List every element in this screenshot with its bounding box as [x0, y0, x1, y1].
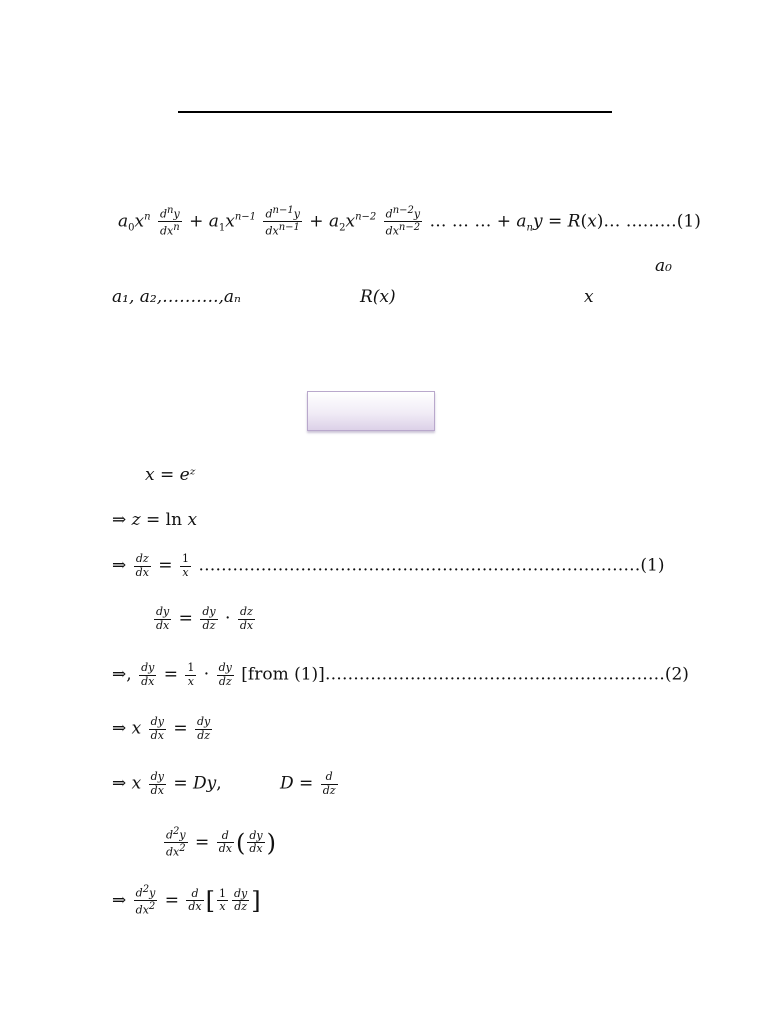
symbol-a0	[655, 256, 672, 276]
D-label: D =	[280, 773, 314, 794]
step-from1: ⇒, $\frac{dy}{dx}$ = $\frac{1}{x}$ · $\frac{dy}{dz}$ [from (1)]……………………………………………………(2)	[112, 661, 689, 688]
step-substitution: x = eᶻ	[145, 465, 196, 485]
equation-label: ………(1)	[625, 211, 701, 232]
dots-2: ……………………………………………………(2)	[324, 664, 689, 685]
header-rule	[178, 111, 612, 113]
from-note: [from (1)]	[241, 664, 325, 685]
section-heading-box	[307, 391, 435, 431]
symbol-a0-text: a₀	[655, 256, 672, 276]
step-x-dydx: ⇒ x $\frac{dy}{dx}$ = $\frac{dy}{dz}$	[112, 715, 211, 742]
dots-1: ……………………………………………………………………(1)	[198, 555, 665, 576]
step-chain-rule: $\frac{dy}{dx}$ = $\frac{dy}{dz}$ · $\frac{dz}{dx}$	[156, 605, 254, 632]
main-equation: $a_0x^n$ $\frac{d^ny}{dx^n}$ + $a_1x^{n-1}$ $\frac{d^{n-1}y}{dx^{n-1}}$ + $a_2x^{n-2}$ $\frac{d^{n-2}y}{dx^{n-2}}$ … … … + $a_ny$ = R(x)… ………(1)	[118, 205, 701, 238]
step-Dy: ⇒ x $\frac{dy}{dx}$ = Dy,	[112, 770, 222, 797]
symbol-x: x	[584, 287, 594, 307]
step-dzdx: ⇒ $\frac{dz}{dx}$ = $\frac{1}{x}$ ……………………………………………………………………(1)	[112, 552, 665, 579]
step-log: ⇒ z = ln x	[112, 510, 198, 530]
step-second-derivative-sub: ⇒ $\frac{d^2y}{dx^2}$ = $\frac{d}{dx}$ [ $\frac{1}{x}$ $\frac{dy}{dz}$ ]	[112, 884, 261, 917]
coefficients: a₁, a₂,……….,aₙ	[112, 287, 241, 307]
symbol-Rx: R(x)	[360, 287, 396, 307]
step-second-derivative: $\frac{d^2y}{dx^2}$ = $\frac{d}{dx}$ ( $\frac{dy}{dx}$ )	[166, 826, 276, 859]
step-D-def: D = $\frac{d}{dz}$	[280, 770, 336, 797]
